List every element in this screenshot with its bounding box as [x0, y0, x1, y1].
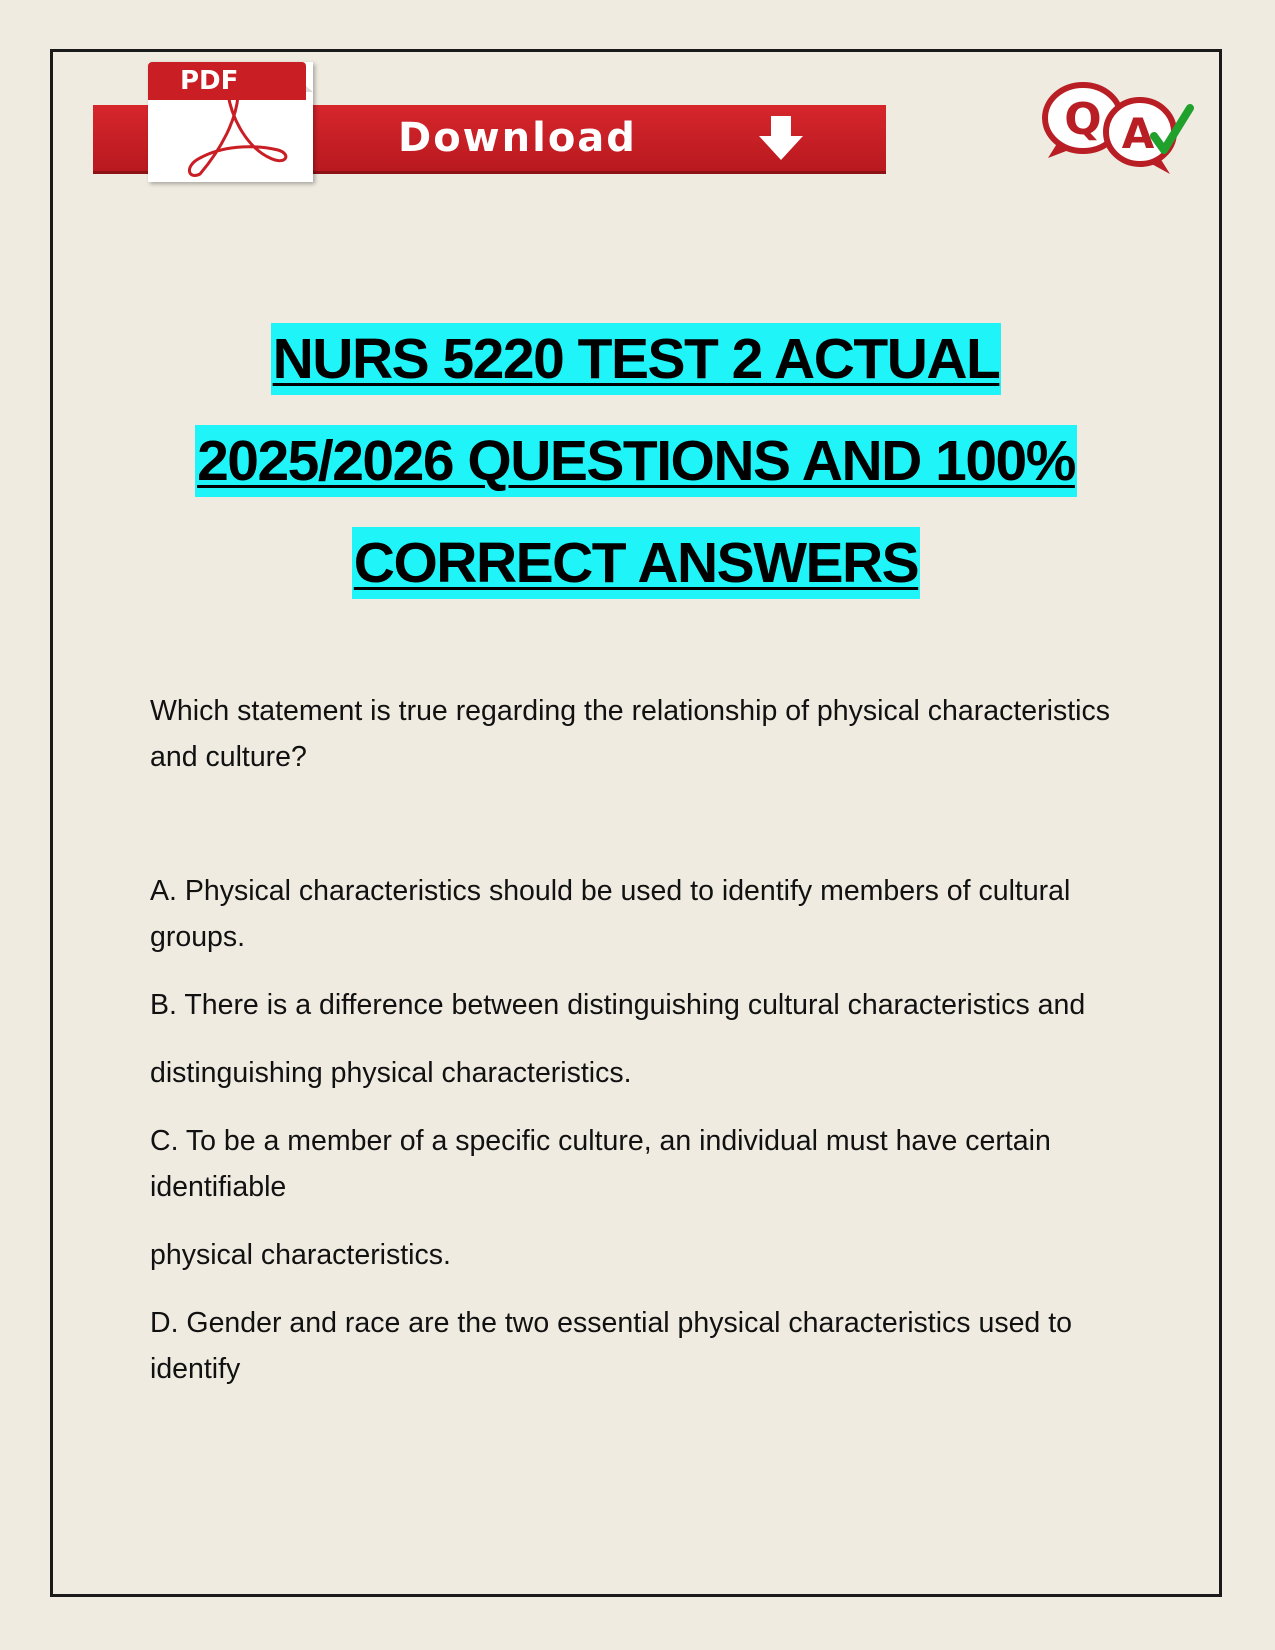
option-a: A. Physical characteristics should be used to identify members of cultural groups. [150, 875, 1071, 953]
logo-q: Q [1064, 94, 1102, 145]
question-content [150, 688, 1135, 1414]
title-line-1: NURS 5220 TEST 2 ACTUAL [60, 308, 1212, 410]
download-label: Download [398, 115, 637, 161]
pdf-download-banner[interactable] [93, 60, 886, 185]
logo-a: A [1121, 109, 1155, 158]
qa-checkmark-icon [1040, 78, 1210, 178]
option-b-continued: distinguishing physical characteristics. [150, 1057, 632, 1089]
option-d: D. Gender and race are the two essential physical characteristics used to identify [150, 1307, 1072, 1385]
title-line-3: CORRECT ANSWERS [60, 512, 1212, 614]
option-c-continued: physical characteristics. [150, 1239, 451, 1271]
title-line-2: 2025/2026 QUESTIONS AND 100% [60, 410, 1212, 512]
option-b: B. There is a difference between distinguishing cultural characteristics and [150, 989, 1086, 1021]
download-arrow-icon [755, 112, 807, 164]
pdf-label: PDF [148, 62, 306, 100]
question-text: Which statement is true regarding the relationship of physical characteristics and culture? [150, 695, 1110, 773]
pdf-file-icon [148, 62, 313, 182]
document-title [60, 308, 1212, 614]
option-c: C. To be a member of a specific culture, an individual must have certain identifiable [150, 1125, 1051, 1203]
